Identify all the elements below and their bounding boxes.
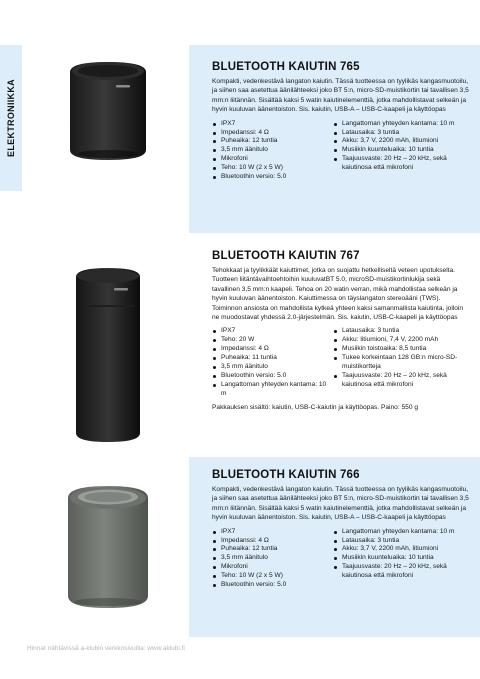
spec-item: Taajuusvaste: 20 Hz – 20 kHz, sekä kaiutinosa että mikrofoni xyxy=(333,155,470,173)
spec-item: Langattoman yhteyden kantama: 10 m xyxy=(333,528,470,537)
spec-item: Taajuusvaste: 20 Hz – 20 kHz, sekä kaiutinosa että mikrofoni xyxy=(333,563,470,581)
speaker-766-image xyxy=(60,480,156,612)
spec-item: Akku: litiumioni, 7,4 V, 2200 mAh xyxy=(333,336,470,345)
spec-item: IPX7 xyxy=(212,528,333,537)
spec-item: Mikrofoni xyxy=(212,563,333,572)
spec-list xyxy=(212,120,470,182)
spec-item: Teho: 10 W (2 x 5 W) xyxy=(212,572,333,581)
spec-item: Bluetoothin versio: 5.0 xyxy=(212,581,333,590)
spec-item: Bluetoothin versio: 5.0 xyxy=(212,173,333,182)
spec-list xyxy=(212,327,470,398)
spec-item: Latausaika: 3 tuntia xyxy=(333,537,470,546)
product-description: Tehokkaat ja tyylikkäät kaiuttimet, jotka on suojattu hetkelliseltä veteen upotukselta. Tuotteen liitäntävaihtoehtoihin kuuluvatBT 5.0, microSD-muistikortinlukija sekä tavallinen 3,5 mm:n kaapeli. Tehoa on 20 watin verran, mikä mahdollistaa selkeän ja hyvin kuuluvan äänentoiston. Kaiuttimessa on täyslangaton stereoääni (TWS). Toiminnon ansiosta on mahdollista kytkeä yhteen kaksi samanmallista kaiutinta, jolloin ne muodostavat yhdessä 2.0-järjestelmän. Sis. kaiutin, USB-C-kaapeli ja käyttöopas xyxy=(212,267,464,322)
spec-item: Latausaika: 3 tuntia xyxy=(333,327,470,336)
product-title: BLUETOOTH KAIUTIN 765 xyxy=(212,61,360,73)
spec-item: Impedanssi: 4 Ω xyxy=(212,345,333,354)
spec-item: Musiikin kuunteluaika: 10 tuntia xyxy=(333,146,470,155)
package-contents-note: Pakkauksen sisältö: kaiutin, USB-C-kaiutin ja käyttöopas. Paino: 550 g xyxy=(212,403,418,411)
speaker-767-image xyxy=(68,265,148,445)
spec-item: Latausaika: 3 tuntia xyxy=(333,129,470,138)
spec-item: IPX7 xyxy=(212,327,333,336)
footer-note: Hinnat nähtävissä a-klubin verkkosivuilla: www.aklubi.fi xyxy=(27,645,185,652)
spec-item: Akku: 3,7 V, 2200 mAh, litiumioni xyxy=(333,137,470,146)
section-tab xyxy=(0,45,22,191)
spec-item: Puheaika: 12 tuntia xyxy=(212,137,333,146)
spec-item: Puheaika: 11 tuntia xyxy=(212,354,333,363)
product-765 xyxy=(212,61,470,182)
spec-item: 3,5 mm äänitulo xyxy=(212,146,333,155)
spec-item: Musiikin toistoaika: 8,5 tuntia xyxy=(333,345,470,354)
spec-item: Bluetoothin versio: 5.0 xyxy=(212,372,333,381)
spec-item: Teho: 20 W xyxy=(212,336,333,345)
spec-item: IPX7 xyxy=(212,120,333,129)
spec-list xyxy=(212,528,470,590)
spec-item: Impedanssi: 4 Ω xyxy=(212,129,333,138)
spec-item: Langattoman yhteyden kantama: 10 m xyxy=(333,120,470,129)
spec-item: Akku: 3,7 V, 2200 mAh, litiumioni xyxy=(333,545,470,554)
product-description: Kompakti, vedenkestävä langaton kaiutin. Tässä tuotteessa on tyylikäs kangasmuotoilu, ja siihen saa asetettua äänilähteeksi joko BT 5:n, micro-SD-muistikortin tai tavallisen 3,5 mm:n liitännän. Sisältää kaksi 5 watin kaiutinelementtiä, jotka mahdollistavat selkeän ja hyvin kuuluvan äänentoiston. Sis. kaiutin, USB-A – USB-C-kaapeli ja käyttöopas xyxy=(212,486,469,522)
spec-item: Mikrofoni xyxy=(212,155,333,164)
product-767 xyxy=(212,250,470,412)
spec-item: Langattoman yhteyden kantama: 10 m xyxy=(212,381,333,399)
product-title: BLUETOOTH KAIUTIN 767 xyxy=(212,250,360,262)
spec-item: Puheaika: 12 tuntia xyxy=(212,545,333,554)
speaker-765-image xyxy=(60,58,156,164)
spec-item: Taajuusvaste: 20 Hz – 20 kHz, sekä kaiutinosa että mikrofoni xyxy=(333,372,470,390)
spec-item: Impedanssi: 4 Ω xyxy=(212,537,333,546)
spec-item: 3,5 mm äänitulo xyxy=(212,363,333,372)
spec-item: Musiikin kuunteluaika: 10 tuntia xyxy=(333,554,470,563)
spec-item: 3,5 mm äänitulo xyxy=(212,554,333,563)
spec-item: Tukee korkeintaan 128 GB:n micro-SD-muistikortteja xyxy=(333,354,470,372)
product-description: Kompakti, vedenkestävä langaton kaiutin. Tässä tuotteessa on tyylikäs kangasmuotoilu, ja siihen saa asetettua äänilähteeksi joko BT 5:n, micro-SD-muistikortin tai tavallisen 3,5 mm:n liitännän. Sisältää kaksi 5 watin kaiutinelementtiä, jotka mahdollistavat selkeän ja hyvin kuuluvan äänentoiston. Sis. kaiutin, USB-A – USB-C-kaapeli ja käyttöopas xyxy=(212,78,469,114)
spec-item: Teho: 10 W (2 x 5 W) xyxy=(212,164,333,173)
product-title: BLUETOOTH KAIUTIN 766 xyxy=(212,469,360,481)
product-766 xyxy=(212,469,470,590)
section-tab-label: ELEKTRONIIKKA xyxy=(6,79,16,157)
